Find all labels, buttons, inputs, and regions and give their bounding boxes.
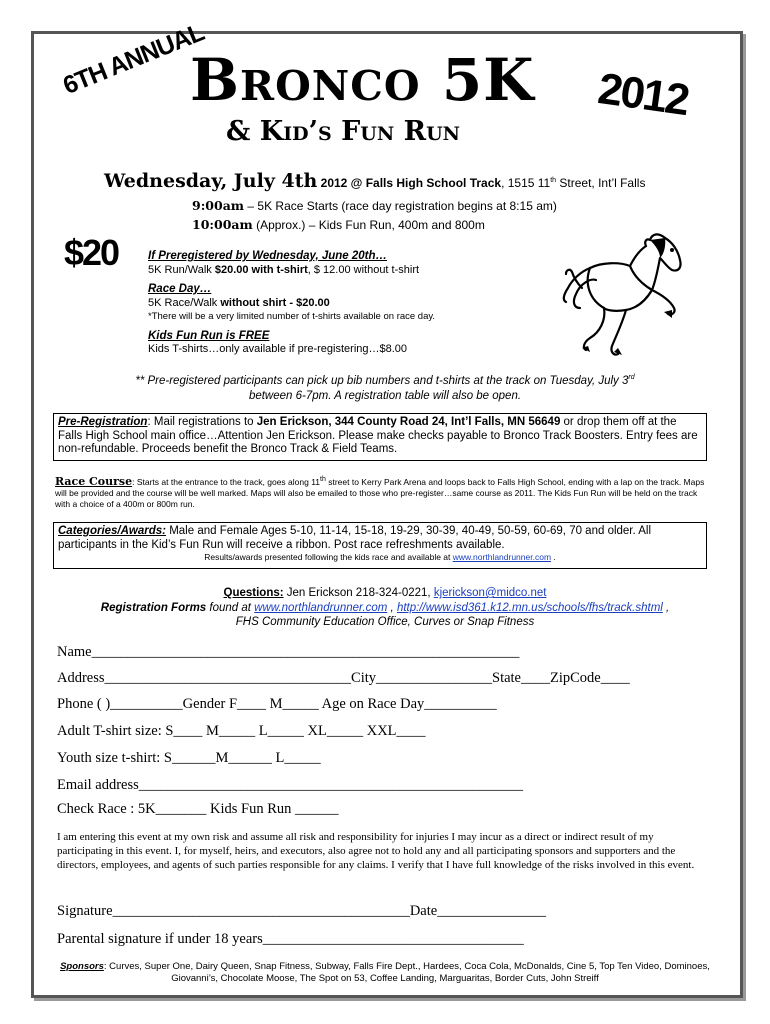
time-line-kids — [192, 217, 485, 232]
race-course-section — [55, 474, 705, 510]
kids-heading: Kids Fun Run is FREE — [148, 329, 270, 342]
fees-section — [148, 250, 435, 357]
kids-line: Kids T-shirts…only available if pre-registering…$8.00 — [148, 343, 408, 355]
questions-label: Questions: — [223, 587, 284, 599]
time-5k: 9:00am — [192, 198, 245, 213]
sponsors-text: : Curves, Super One, Dairy Queen, Snap Fitness, Subway, Falls Fire Dept., Hardees, Coca Cola, McDonalds, Cine 5, Top Ten Video, Dominoes, Giovanni’s, Chocolate Moose, The Spot on 53, Coffee Landing, Marguaritas, Border Cuts, John Streiff — [103, 961, 710, 984]
event-address-a: , 1515 11 — [501, 176, 551, 190]
questions-line — [40, 586, 730, 601]
preregistration-box — [53, 413, 707, 461]
raceday-heading: Race Day… — [148, 283, 212, 295]
prereg-b: $20.00 with t-shirt — [214, 263, 308, 276]
results-line — [58, 552, 702, 563]
preregistration-text-a: : Mail registrations to — [147, 416, 257, 428]
forms-end: , — [662, 601, 670, 614]
prereg-a: 5K Run/Walk — [148, 263, 215, 276]
results-end: . — [551, 552, 556, 562]
bronco-horse-icon — [560, 228, 690, 363]
forms-line — [40, 601, 730, 616]
race-course-sup: th — [320, 476, 326, 483]
waiver-text: I am entering this event at my own risk and assume all risk and responsibility for injuries I may incur as a direct or indirect result of my participating in this event. I, for myself, heirs, and executors, also agree not to hold any and all participating sponsors and supporters and the directors, employees, and agents of such parties responsible for any claims. I verify that I have full knowledge of the risks involved in this event. — [57, 831, 695, 871]
price-badge: $20 — [64, 232, 119, 273]
event-date-location: 2012 @ Falls High School Track — [320, 176, 502, 190]
raceday-line — [148, 297, 435, 311]
raceday-b: without shirt - $20.00 — [220, 296, 330, 309]
questions-section — [40, 586, 730, 630]
pickup-note-sup: rd — [628, 374, 635, 381]
forms-link-isd[interactable]: http://www.isd361.k12.mn.us/schools/fhs/track.shtml — [396, 601, 663, 614]
preregistration-address: Jen Erickson, 344 County Road 24, Int’l Falls, MN 56649 — [256, 416, 561, 428]
email-field[interactable]: Email address_____________________________________________________ — [57, 777, 523, 793]
prereg-line — [148, 264, 435, 278]
signature-field[interactable]: Signature_________________________________________Date_______________ — [57, 903, 546, 919]
categories-box — [53, 522, 707, 569]
preregistration-label: Pre-Registration — [58, 416, 148, 428]
name-field[interactable]: Name___________________________________________________________ — [57, 644, 520, 660]
forms-label: Registration Forms — [100, 601, 207, 614]
annual-label: 6TH ANNUAL — [59, 18, 208, 101]
parental-signature-field[interactable]: Parental signature if under 18 years____________________________________ — [57, 931, 524, 947]
time-kids-desc: (Approx.) – Kids Fun Run, 400m and 800m — [252, 218, 485, 232]
event-date-line — [104, 170, 645, 192]
forms-sep: , — [387, 601, 397, 614]
forms-link-northland[interactable]: www.northlandrunner.com — [254, 601, 388, 614]
preregistration-text-b: or drop them off at the Falls High School main office…Attention Jen Erickson. Please make checks payable to Bronco Track Boosters. Entry fees are non-refundable. Proceeds benefit the Bronco Track & Field Teams. — [58, 416, 698, 455]
results-link[interactable]: www.northlandrunner.com — [452, 552, 552, 562]
prereg-heading: If Preregistered by Wednesday, June 20th… — [148, 250, 388, 262]
time-kids: 10:00am — [192, 217, 253, 232]
raceday-a: 5K Race/Walk — [148, 296, 221, 309]
pickup-note-b: between 6-7pm. A registration table will also be open. — [248, 389, 522, 402]
race-course-text-b: street to Kerry Park Arena and loops back to Falls High School, ending with a lap on the track. Maps will be provided and the course will be well marked. Maps will also be emailed to those who pre-register…same course as 2011. The Kids Fun Run will be held on the track with a choice of a 400m or 800m run. — [55, 476, 705, 509]
phone-field[interactable]: Phone ( )__________Gender F____ M_____ Age on Race Day__________ — [57, 696, 497, 712]
race-course-label: Race Course — [55, 474, 133, 488]
event-address-sup: th — [550, 177, 557, 184]
check-race-field[interactable]: Check Race : 5K_______ Kids Fun Run ______ — [57, 801, 339, 817]
time-5k-desc: – 5K Race Starts (race day registration begins at 8:15 am) — [244, 199, 557, 213]
pickup-note — [60, 370, 710, 404]
event-subtitle: & Kid’s Fun Run — [226, 116, 461, 147]
event-title: Bronco 5K — [190, 46, 535, 114]
results-text: Results/awards presented following the kids race and available at — [204, 552, 453, 562]
questions-email-link[interactable]: kjerickson@midco.net — [433, 587, 547, 599]
forms-locations: FHS Community Education Office, Curves or Snap Fitness — [235, 616, 535, 628]
event-address-b: Street, Int’l Falls — [556, 176, 646, 190]
raceday-note: *There will be a very limited number of t-shirts available on race day. — [148, 311, 436, 322]
address-field[interactable]: Address__________________________________City________________State____ZipCode____ — [57, 670, 630, 686]
sponsors-section — [45, 961, 725, 984]
categories-label: Categories/Awards: — [58, 525, 167, 537]
sponsors-label: Sponsors — [60, 961, 104, 972]
questions-text: Jen Erickson 218-324-0221, — [283, 587, 434, 599]
race-course-text-a: : Starts at the entrance to the track, goes along 11 — [132, 476, 321, 487]
event-year: 2012 — [595, 63, 691, 126]
forms-text: found at — [206, 601, 255, 614]
time-line-5k — [192, 198, 557, 213]
pickup-note-a: ** Pre-registered participants can pick up bib numbers and t-shirts at the track on Tuesday, July 3 — [135, 374, 629, 387]
youth-shirt-field[interactable]: Youth size t-shirt: S______M______ L_____ — [57, 750, 321, 766]
event-date: Wednesday, July 4th — [104, 170, 318, 192]
adult-shirt-field[interactable]: Adult T-shirt size: S____ M_____ L_____ XL_____ XXL____ — [57, 723, 426, 739]
prereg-c: , $ 12.00 without t-shirt — [307, 263, 420, 276]
categories-text: Male and Female Ages 5-10, 11-14, 15-18, 19-29, 30-39, 40-49, 50-59, 60-69, 70 and older. All participants in the Kid’s Fun Run will receive a ribbon. Post race refreshments available. — [58, 525, 652, 551]
